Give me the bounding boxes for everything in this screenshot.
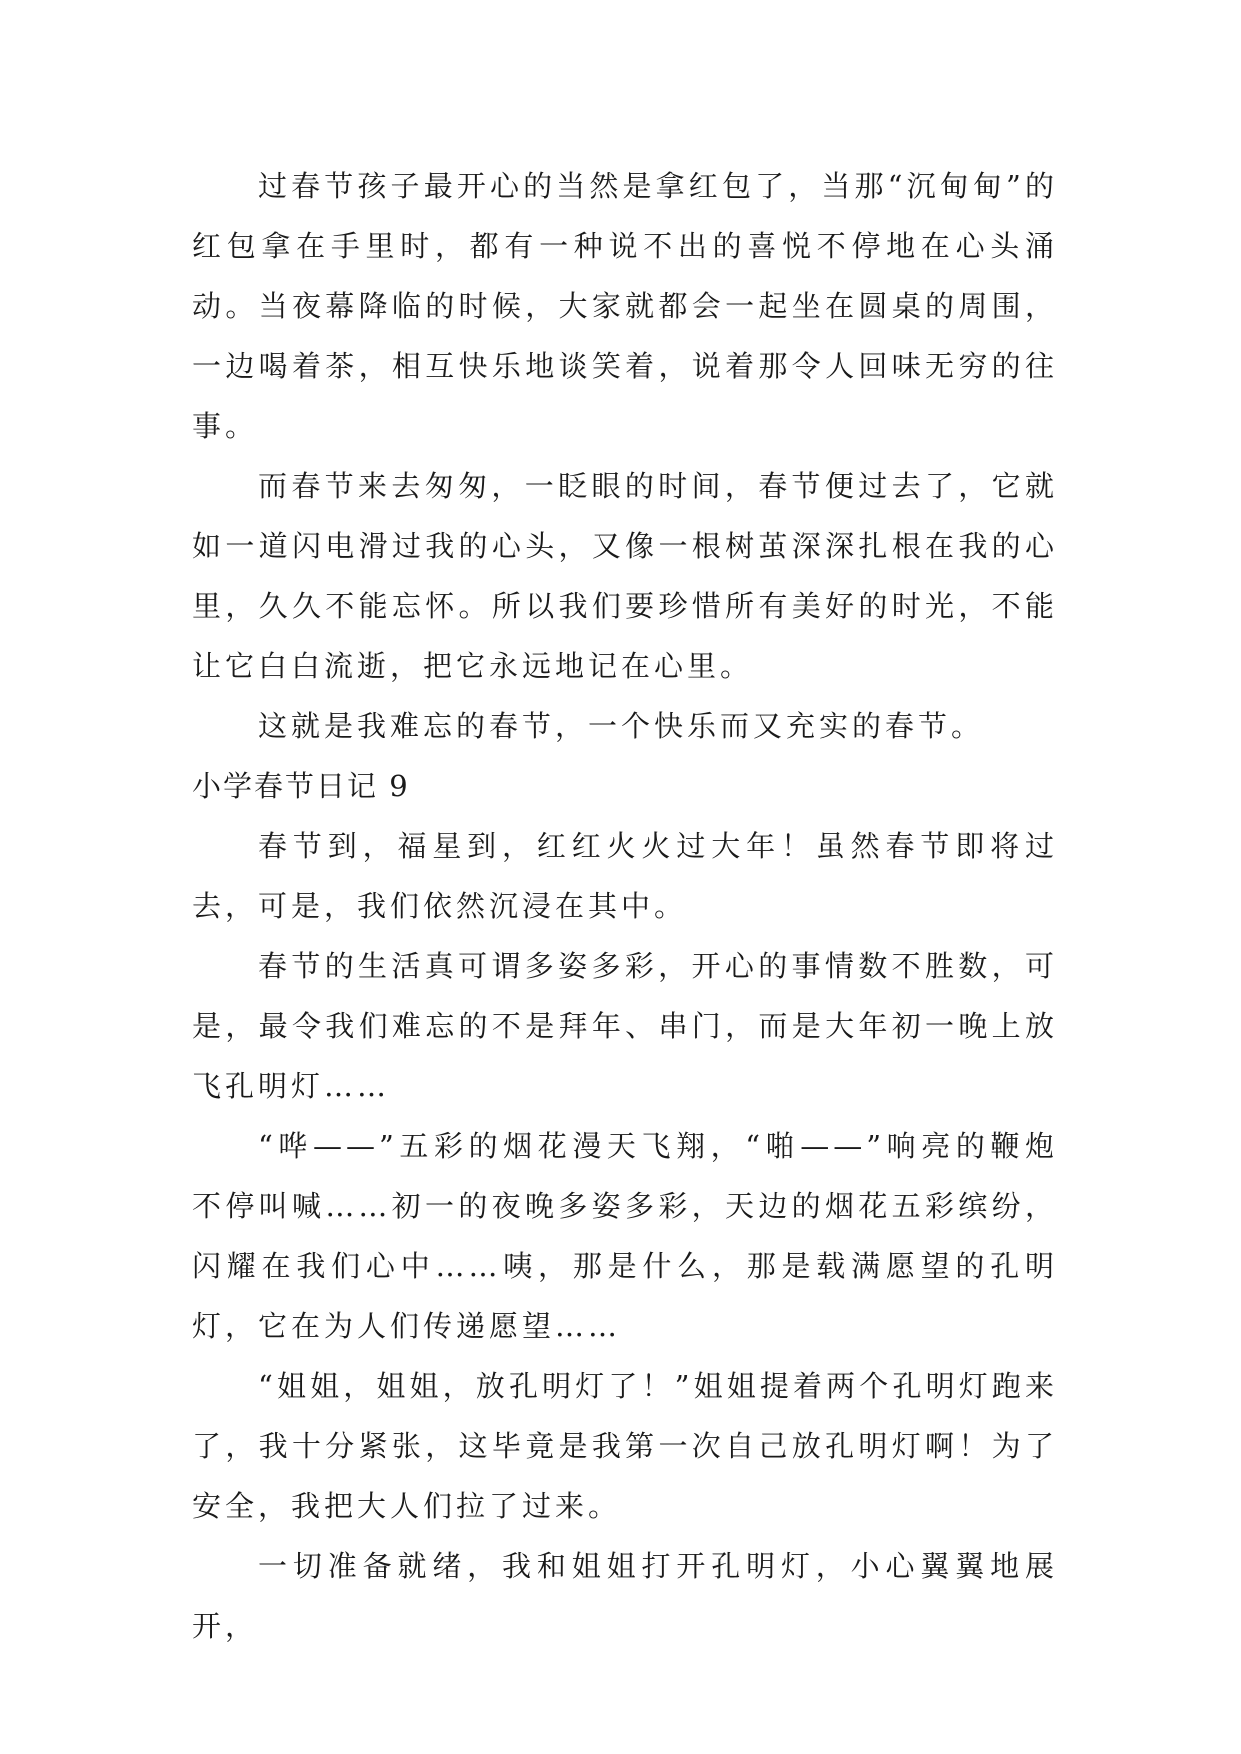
document-page bbox=[192, 156, 1058, 1656]
paragraph-preparation: 一切准备就绪，我和姐姐打开孔明灯，小心翼翼地展开， bbox=[192, 1549, 1058, 1643]
section-heading: 小学春节日记 9 bbox=[192, 769, 410, 803]
paragraph-red-envelope: 过春节孩子最开心的当然是拿红包了，当那“沉甸甸”的红包拿在手里时，都有一种说不出的喜悦不停地在心头涌动。当夜幕降临的时候，大家就都会一起坐在圆桌的周围，一边喝着茶，相互快乐地谈笑着，说着那令人回味无穷的往事。 bbox=[192, 169, 1058, 443]
paragraph-spring-festival-arrives: 春节到，福星到，红红火火过大年！虽然春节即将过去，可是，我们依然沉浸在其中。 bbox=[192, 829, 1058, 923]
paragraph-time-passes: 而春节来去匆匆，一眨眼的时间，春节便过去了，它就如一道闪电滑过我的心头，又像一根树茧深深扎根在我的心里，久久不能忘怀。所以我们要珍惜所有美好的时光，不能让它白白流逝，把它永远地记在心里。 bbox=[192, 469, 1058, 683]
paragraph-fireworks: “哗——”五彩的烟花漫天飞翔，“啪——”响亮的鞭炮不停叫喊……初一的夜晚多姿多彩，天边的烟花五彩缤纷，闪耀在我们心中……咦，那是什么，那是载满愿望的孔明灯，它在为人们传递愿望…… bbox=[192, 1129, 1058, 1343]
paragraph-conclusion: 这就是我难忘的春节，一个快乐而又充实的春节。 bbox=[258, 709, 985, 743]
paragraph-sister-lanterns: “姐姐，姐姐，放孔明灯了！”姐姐提着两个孔明灯跑来了，我十分紧张，这毕竟是我第一次自己放孔明灯啊！为了安全，我把大人们拉了过来。 bbox=[192, 1369, 1058, 1523]
paragraph-colorful-life: 春节的生活真可谓多姿多彩，开心的事情数不胜数，可是，最令我们难忘的不是拜年、串门，而是大年初一晚上放飞孔明灯…… bbox=[192, 949, 1058, 1103]
